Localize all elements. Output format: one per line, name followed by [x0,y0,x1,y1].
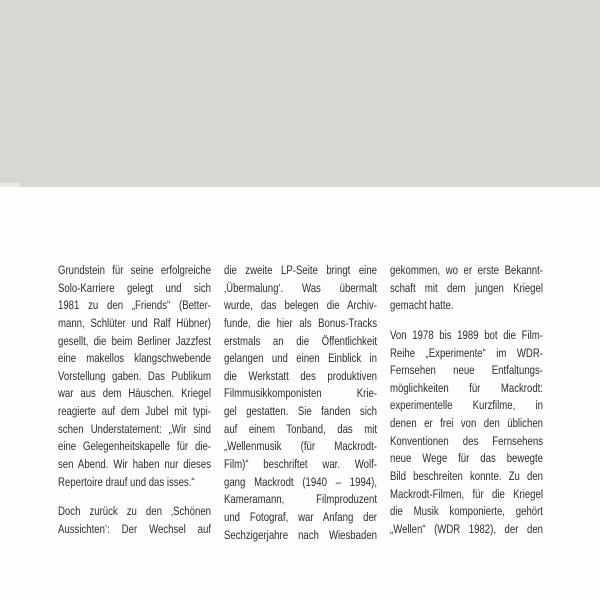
text-line: erstmals an die Öffentlichkeit [224,333,377,348]
paragraph [390,262,543,315]
text-line: gang Mackrodt (1940 – 1994), [224,474,377,489]
text-line: Aussichten‘: Der Wechsel auf [58,521,211,536]
text-line: gesellt, die beim Berliner Jazzfest [58,333,211,348]
text-line: Von 1978 bis 1989 bot die Film- [390,327,543,342]
text-line: war aus dem Häuschen. Kriegel [58,386,211,401]
text-line: schen Understatement: „Wir sind [58,421,211,436]
paragraph [224,262,377,544]
text-line: Sechzigerjahre nach Wiesbaden [224,527,377,542]
text-line: möglichkeiten für Mackrodt: [390,380,543,395]
text-line: Vorstellung gaben. Das Publikum [58,368,211,383]
text-line: Doch zurück zu den ‚Schönen [58,504,211,519]
band-notch [0,183,20,187]
text-line: sen Abend. Wir haben nur dieses [58,457,211,472]
text-line: gemacht hatte. [390,298,454,313]
text-line: gekommen, wo er erste Bekannt- [390,263,543,277]
text-line: funde, die hier als Bonus-Tracks [224,315,377,330]
text-line: mann, Schlüter und Ralf Hübner) [58,315,211,330]
text-column-3 [390,262,543,544]
text-line: Konventionen des Fernsehens [390,433,543,448]
text-line: experimentelle Kurzfilme, in [390,398,543,413]
text-line: die Werkstatt des produktiven [224,368,377,383]
top-image-band [0,0,600,187]
text-line: auf einem Tonband, das mit [224,421,377,436]
text-line: gelangen und einen Einblick in [224,351,377,366]
article-text-block [58,262,543,544]
paragraph [58,262,211,491]
text-line: Film)“ beschriftet war. Wolf- [224,457,377,472]
text-line: Grundstein für seine erfolgreiche [58,263,211,277]
text-line: eine Gelegenheitskapelle für die- [58,439,211,454]
text-line: Solo-Karriere gelegt und sich [58,280,211,295]
paragraph [58,503,211,538]
text-line: die Musik komponierte, gehört [390,504,543,519]
text-line: Fernsehen neue Entfaltungs- [390,363,543,378]
text-line: wurde, das belegen die Archiv- [224,298,377,313]
text-line: die zweite LP-Seite bringt eine [224,263,377,277]
text-line: schaft mit dem jungen Kriegel [390,280,543,295]
text-line: denen er frei von den üblichen [390,416,543,431]
text-line: reagierte auf dem Jubel mit typi- [58,404,211,419]
text-line: 1981 zu den „Friends“ (Better- [58,298,211,313]
text-line: neue Wege für das bewegte [390,451,543,466]
text-line: Kameramann, Filmproduzent [224,492,377,507]
text-line: Mackrodt-Filmen, für die Kriegel [390,486,543,501]
text-line: Repertoire drauf und das isses.“ [58,474,195,489]
text-line: und Fotograf, war Anfang der [224,509,377,524]
text-line: Reihe „Experimente“ im WDR- [390,345,543,360]
text-line: „Wellenmusik (für Mackrodt- [224,439,377,454]
paragraph [390,327,543,539]
text-column-1 [58,262,211,544]
text-line: Bild beschreiten konnte. Zu den [390,469,543,484]
text-line: „Wellen“ (WDR 1982), der den [390,521,543,536]
text-column-2 [224,262,377,544]
text-line: Filmmusikkomponisten Krie- [224,386,377,401]
text-line: gel gestatten. Sie fanden sich [224,404,377,419]
text-line: ‚Übermalung‘. Was übermalt [224,280,377,295]
text-line: eine makellos klangschwebende [58,351,211,366]
